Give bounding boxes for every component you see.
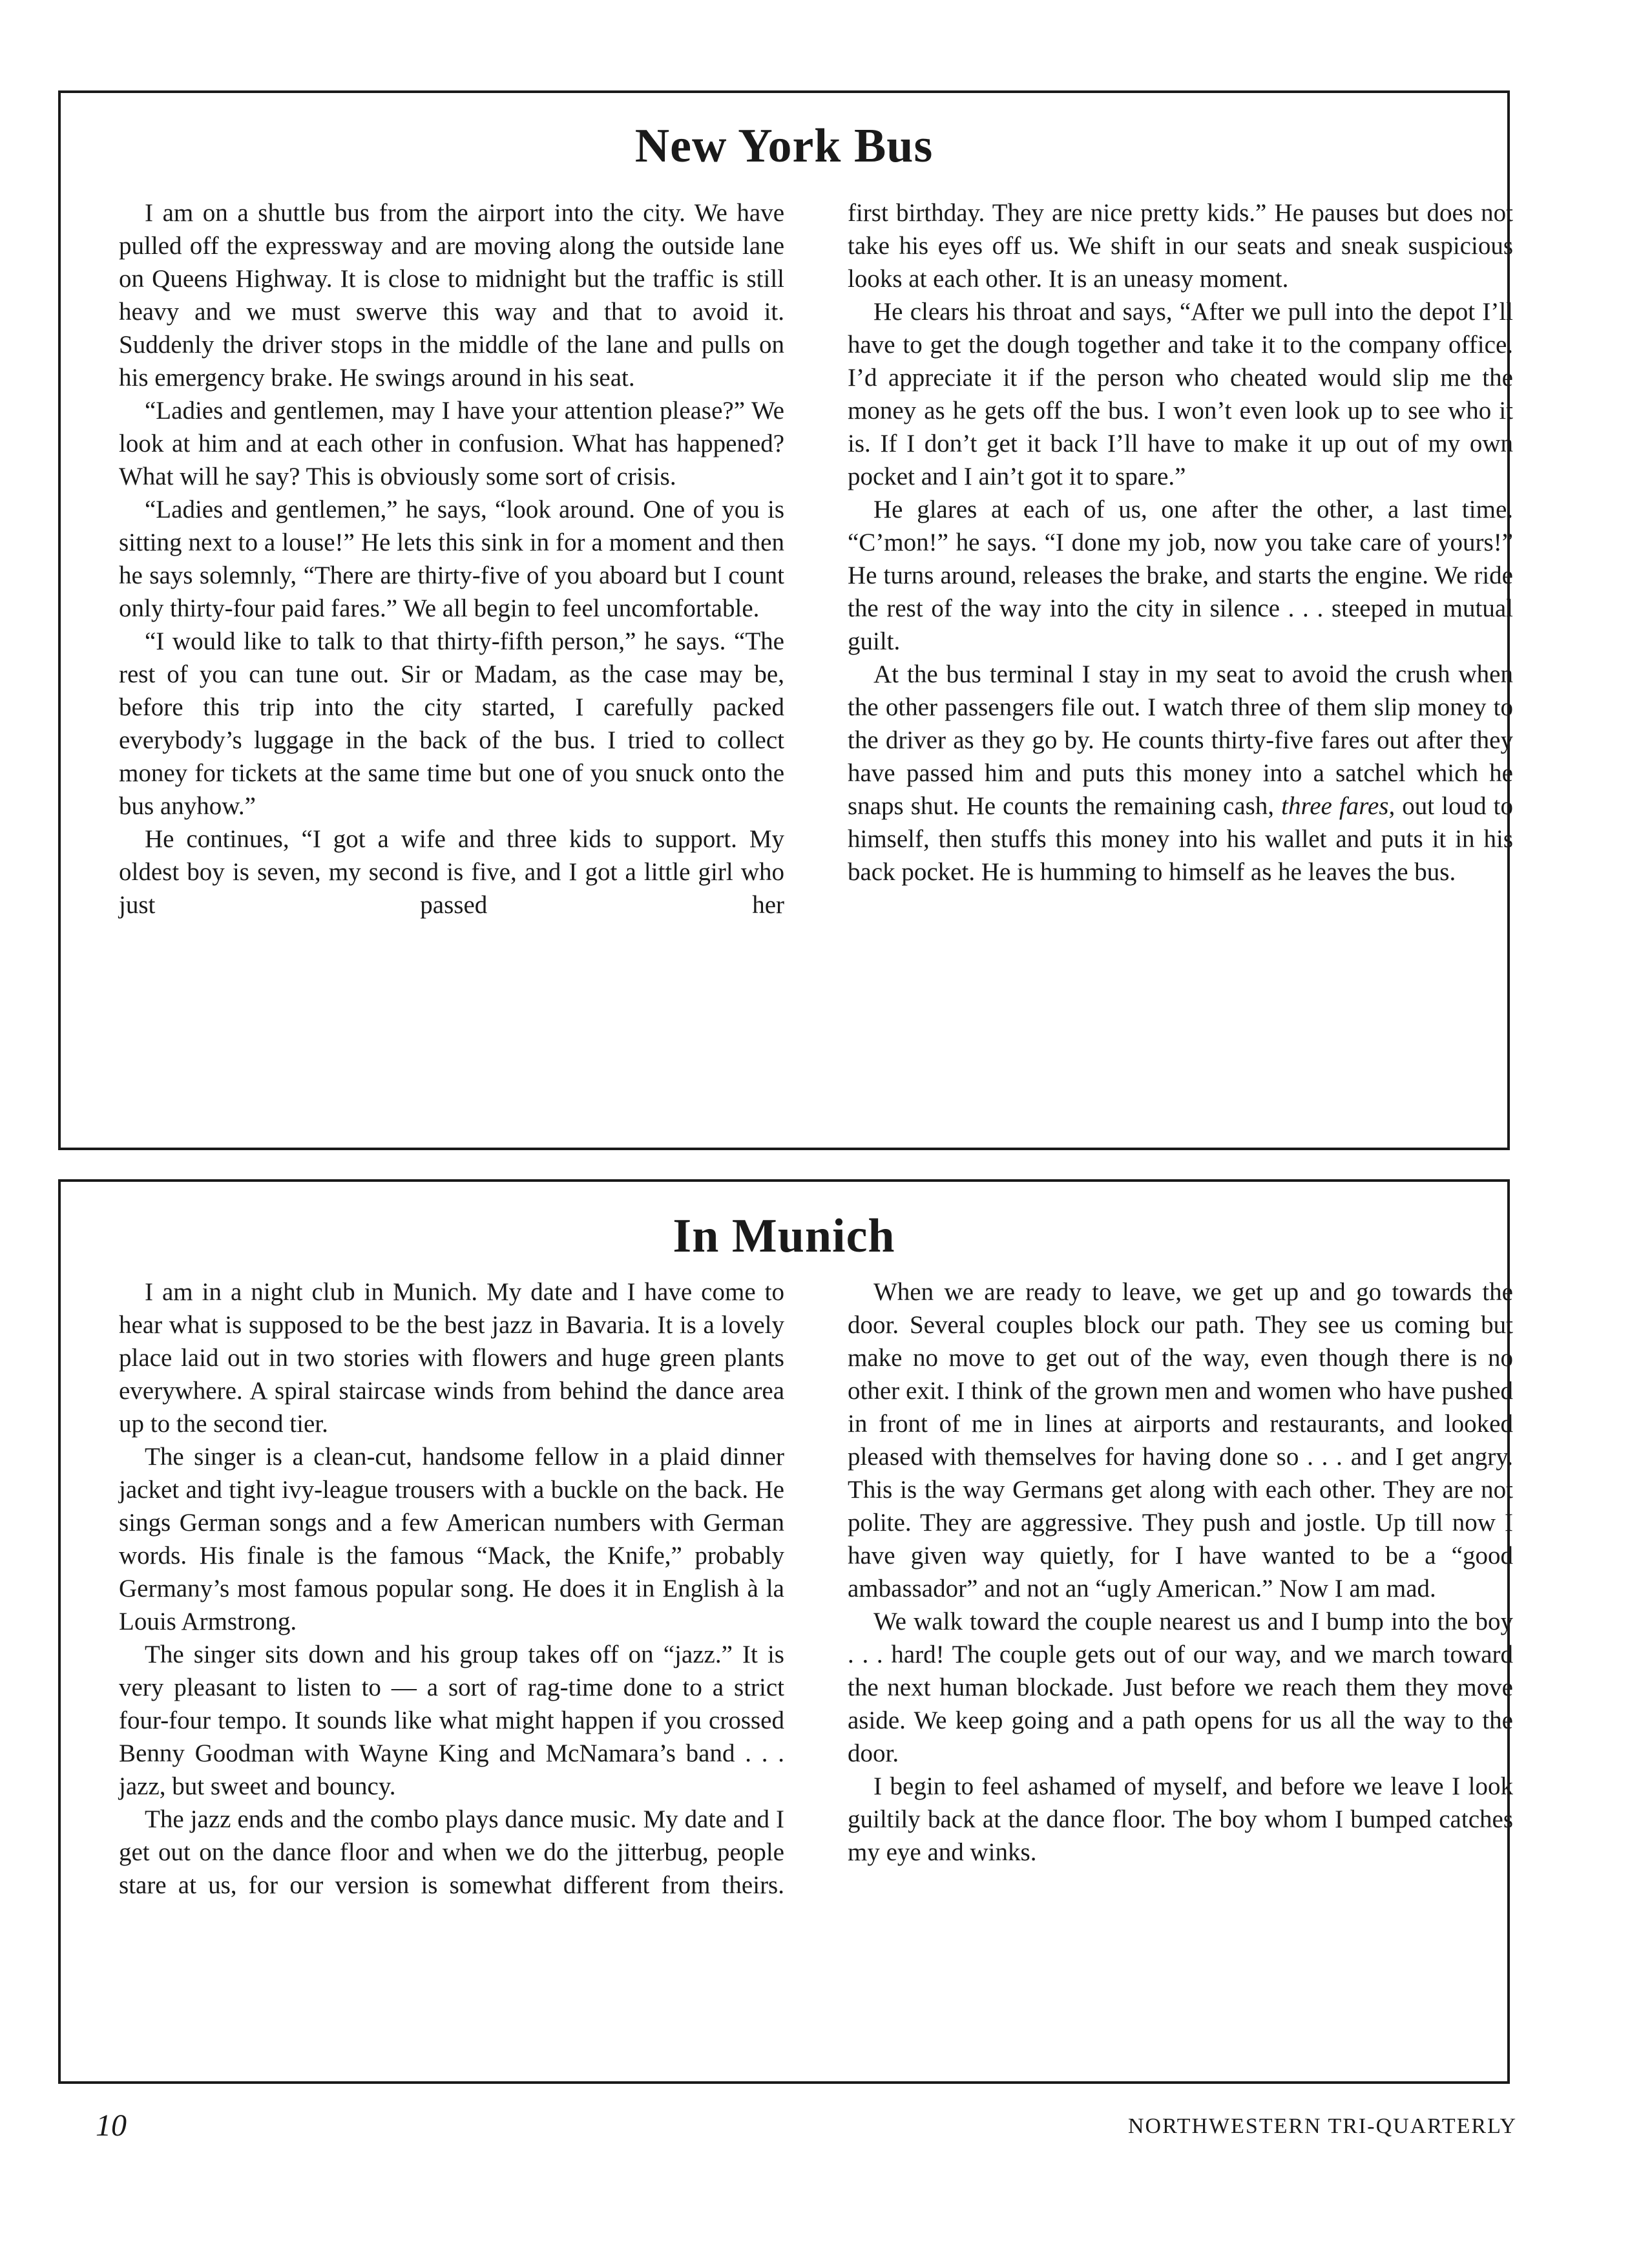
story-new-york-bus <box>58 90 1513 1150</box>
paragraph: “I would like to talk to that thirty-fifth person,” he says. “The rest of you can tune out. Sir or Madam, as the case may be, before this trip into the city started, I carefully packed everybody’s luggage in the back of the bus. I tried to collect money for tickets at the same time but one of you snuck onto the bus anyhow.” <box>119 627 784 820</box>
story-column-left <box>119 1276 784 1902</box>
journal-name: NORTHWESTERN TRI-QUARTERLY <box>1127 2114 1517 2138</box>
paragraph: “Ladies and gentlemen,” he says, “look around. One of you is sitting next to a louse!” He lets this sink in for a moment and then he says solemnly, “There are thirty-five of you aboard but I count only thirty-four paid fares.” We all begin to feel uncomfortable. <box>119 496 784 622</box>
paragraph: When we are ready to leave, we get up and go towards the door. Several couples block our path. They see us coming but make no move to get out of the way, even though there is no other exit. I think of the grown men and women who have pushed in front of me in lines at airports and restaurants, and looked pleased with themselves for having done so . . . and I get angry. This is the way Germans get along with each other. They are not polite. They are aggressive. They push and jostle. Up till now I have given way quietly, for I have wanted to be a “good ambassador” and not an “ugly American.” Now I am mad. <box>848 1278 1513 1602</box>
paragraph: I am on a shuttle bus from the airport into the city. We have pulled off the expressway and are moving along the outside lane on Queens Highway. It is close to midnight but the traffic is still heavy and we must swerve this way and that to avoid it. Suddenly the driver stops in the middle of the lane and pulls on his emergency brake. He swings around in his seat. <box>119 199 784 392</box>
paragraph: I begin to feel ashamed of myself, and before we leave I look guiltily back at the dance floor. The boy whom I bumped catches my eye and winks. <box>848 1772 1513 1866</box>
paragraph: The singer is a clean-cut, handsome fellow in a plaid dinner jacket and tight ivy-league trousers with a buckle on the back. He sings German songs and a few American numbers with German words. His finale is the famous “Mack, the Knife,” probably Germany’s most famous popular song. He does it in English à la Louis Armstrong. <box>119 1443 784 1635</box>
story-column-right <box>848 1276 1513 1869</box>
paragraph: I am in a night club in Munich. My date and I have come to hear what is supposed to be the best jazz in Bavaria. It is a lovely place laid out in two stories with flowers and huge green plants everywhere. A spiral staircase winds from behind the dance area up to the second tier. <box>119 1278 784 1438</box>
paragraph: We walk toward the couple nearest us and I bump into the boy . . . hard! The couple gets out of our way, and we march toward the next human blockade. Just before we reach them they move aside. We keep going and a path opens for us all the way to the door. <box>848 1608 1513 1767</box>
paragraph <box>848 658 1513 888</box>
story-column-right <box>848 196 1513 888</box>
paragraph: “Ladies and gentlemen, may I have your attention please?” We look at him and at each other in confusion. What has happened? What will he say? This is obviously some sort of crisis. <box>119 397 784 490</box>
story-title: In Munich <box>673 1210 895 1263</box>
story-column-left <box>119 196 784 921</box>
paragraph-text: out loud to himself, then stuffs this money into his wallet and puts it in his back pocket. He is humming to himself as he leaves the bus. <box>848 792 1513 886</box>
paragraph: He clears his throat and says, “After we pull into the depot I’ll have to get the dough together and take it to the company office. I’d appreciate it if the person who cheated would slip me the money as he gets off the bus. I won’t even look up to see who it is. If I don’t get it back I’ll have to make it up out of my own pocket and I ain’t got it to spare.” <box>848 298 1513 490</box>
emphasis-text: three fares, <box>1281 792 1395 820</box>
story-title: New York Bus <box>634 120 934 173</box>
story-in-munich <box>58 1179 1513 2084</box>
paragraph: He continues, “I got a wife and three kids to support. My oldest boy is seven, my second is five, and I got a little girl who just passed her <box>119 825 784 919</box>
paragraph: first birthday. They are nice pretty kids.” He pauses but does not take his eyes off us. We shift in our seats and sneak suspicious looks at each other. It is an uneasy moment. <box>848 199 1513 293</box>
paragraph: The jazz ends and the combo plays dance music. My date and I get out on the dance floor and when we do the jitterbug, people stare at us, for our version is somewhat different from theirs. <box>119 1805 784 1899</box>
paragraph-text: At the bus terminal I stay in my seat to avoid the crush when the other passengers file out. I watch three of them slip money to the driver as they go by. He counts thirty-five fares out after they have passed him and puts this money into a satchel which he snaps shut. He counts the remaining cash, <box>848 660 1513 820</box>
page-number: 10 <box>96 2108 127 2143</box>
paragraph: He glares at each of us, one after the other, a last time. “C’mon!” he says. “I done my job, now you take care of yours!” He turns around, releases the brake, and starts the engine. We ride the rest of the way into the city in silence . . . steeped in mutual guilt. <box>848 496 1513 655</box>
paragraph: The singer sits down and his group takes off on “jazz.” It is very pleasant to listen to — a sort of rag-time done to a strict four-four tempo. It sounds like what might happen if you crossed Benny Goodman with Wayne King and McNamara’s band . . . jazz, but sweet and bouncy. <box>119 1641 784 1800</box>
